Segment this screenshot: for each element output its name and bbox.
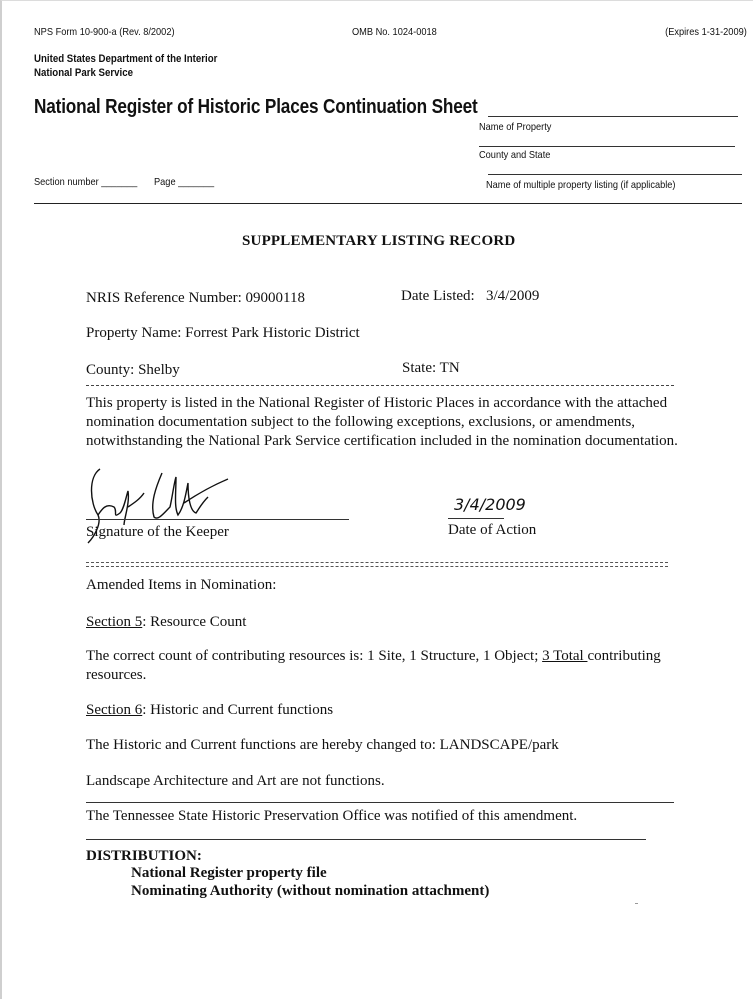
form-number: NPS Form 10-900-a (Rev. 8/2002) [34, 26, 175, 38]
section-6-label: Section 6 [86, 702, 143, 718]
county [86, 361, 180, 380]
listing-statement: This property is listed in the National Register of Historic Places in accordance with the attached nomination documentation subject to the following exceptions, exclusions, or amendments, notwithstanding the National Park Service certification included in the nomination documentation. [86, 395, 678, 449]
amended-items-intro: Amended Items in Nomination: [86, 577, 277, 593]
scan-speck [635, 903, 638, 904]
double-dashed-divider [86, 562, 668, 567]
department-name: United States Department of the Interior [34, 53, 218, 65]
record-heading: SUPPLEMENTARY LISTING RECORD [242, 233, 516, 249]
date-of-action-line [448, 518, 504, 519]
date-of-action-label: Date of Action [448, 522, 537, 538]
date-listed-value: 3/4/2009 [485, 288, 540, 304]
omb-number: OMB No. 1024-0018 [352, 26, 437, 38]
distribution-item: Nominating Authority (without nomination attachment) [131, 883, 490, 899]
form-title: National Register of Historic Places Continuation Sheet [34, 96, 478, 118]
agency-name: National Park Service [34, 67, 134, 79]
section-5-text [86, 647, 676, 685]
nris-label: NRIS Reference Number: [86, 290, 242, 306]
shpo-bottom-rule [86, 839, 646, 840]
multiple-listing-label: Name of multiple property listing (if applicable) [486, 179, 676, 191]
section-6-title: : Historic and Current functions [142, 702, 334, 718]
resource-count-text: The correct count of contributing resources is: 1 Site, 1 Structure, 1 Object; [86, 648, 543, 664]
expiration-date: (Expires 1-31-2009) [665, 26, 747, 38]
nris-value: 09000118 [245, 290, 305, 306]
section-5-heading [86, 613, 246, 632]
state [402, 359, 460, 378]
section-5-title: : Resource Count [142, 614, 247, 630]
distribution-heading: DISTRIBUTION: [86, 848, 202, 864]
signature-label: Signature of the Keeper [86, 524, 229, 540]
shpo-top-rule [86, 802, 674, 803]
county-value: Shelby [138, 362, 180, 378]
name-of-property-line [488, 116, 738, 117]
state-value: TN [439, 360, 460, 376]
section-5-label: Section 5 [86, 614, 143, 630]
shpo-notice: The Tennessee State Historic Preservation Office was notified of this amendment. [86, 808, 578, 824]
section-6-text: The Historic and Current functions are hereby changed to: LANDSCAPE/park [86, 737, 559, 753]
nris-reference [86, 289, 305, 308]
section-6-heading [86, 701, 333, 720]
page-field: Page _______ [154, 176, 215, 188]
multiple-listing-line [488, 174, 742, 175]
distribution-item: National Register property file [131, 865, 327, 881]
resource-total: 3 Total [542, 648, 588, 664]
property-name-label: Property Name: [86, 325, 182, 341]
signature-line [86, 519, 349, 520]
functions-note: Landscape Architecture and Art are not functions. [86, 773, 385, 789]
state-label: State: [402, 360, 437, 376]
dashed-divider [86, 385, 674, 386]
county-label: County: [86, 362, 135, 378]
resource-count-suffix: contributing resources. [86, 648, 661, 683]
county-state-line [479, 146, 735, 147]
header-divider [34, 203, 742, 204]
county-state-label: County and State [479, 149, 551, 161]
date-of-action-handwritten: 3/4/2009 [454, 495, 526, 514]
name-of-property-label: Name of Property [479, 121, 552, 133]
date-listed-label: Date Listed: [401, 288, 475, 304]
property-name [86, 324, 360, 343]
section-number-field: Section number _______ [34, 176, 138, 188]
date-listed [401, 287, 539, 306]
property-name-value: Forrest Park Historic District [185, 325, 360, 341]
